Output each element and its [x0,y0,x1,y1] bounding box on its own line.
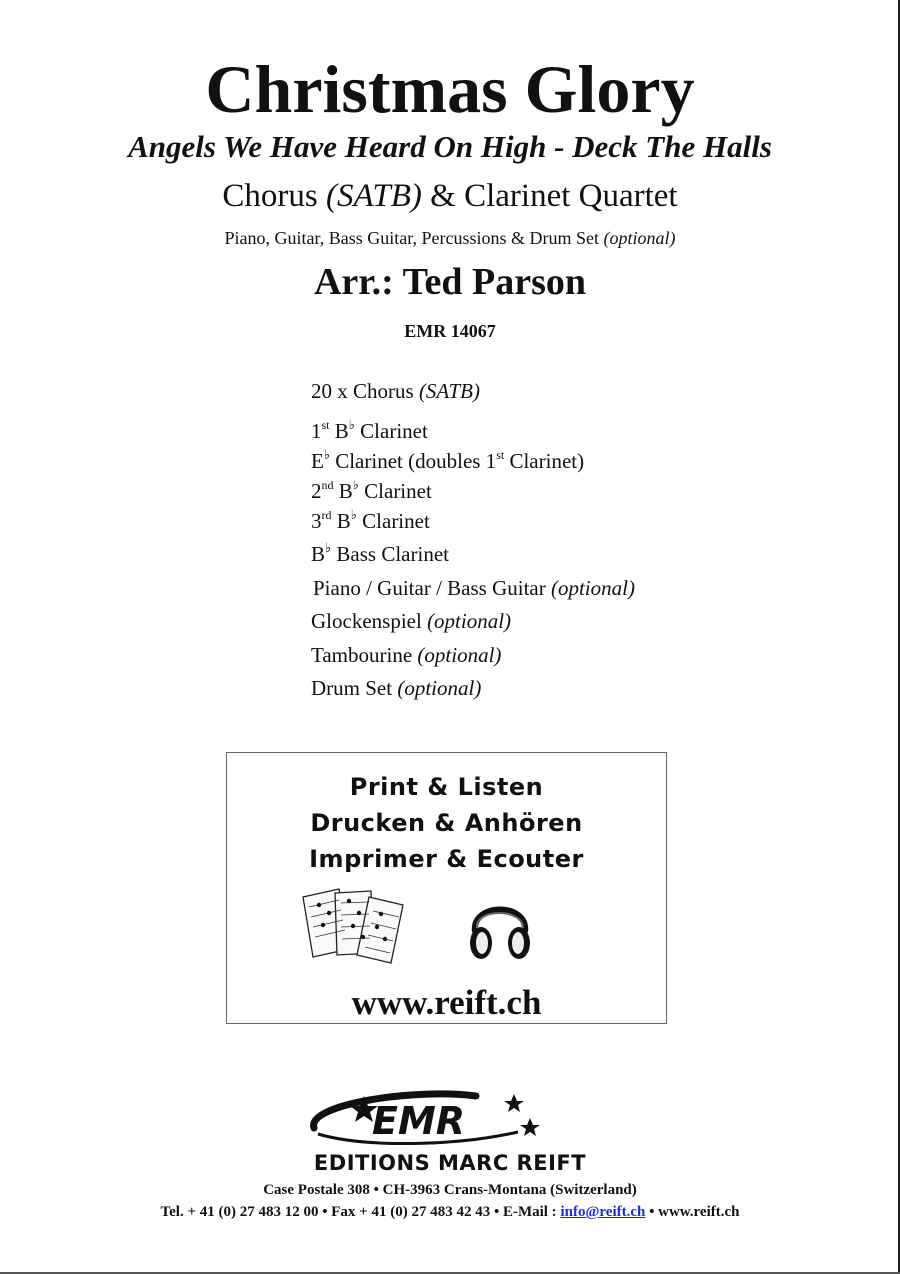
part-drum-set-note: (optional) [397,676,482,700]
part-clarinet-2-ordinal: nd [321,478,334,492]
promo-website[interactable]: www.reift.ch [351,983,542,1022]
part-eb-clarinet-ordinal: st [496,448,505,462]
catalog-number: EMR 14067 [404,321,496,341]
part-chorus-label: 20 x Chorus [311,379,419,403]
part-clarinet-3-key: B [331,509,351,533]
part-glockenspiel [311,608,511,634]
part-clarinet-2-label: Clarinet [358,479,432,503]
part-chorus-note: (SATB) [418,379,480,403]
part-clarinet-2 [311,478,432,504]
print-listen-box [226,752,667,1024]
flat-sign-icon: ♭ [350,507,357,522]
arranger: Arr.: Ted Parson [313,261,586,303]
part-clarinet-1-key: B [329,419,349,443]
ensemble-main: Chorus [222,178,326,214]
flat-sign-icon: ♭ [348,417,355,432]
emr-logo-text: EMR [372,1099,466,1143]
part-eb-clarinet-label-end: Clarinet) [504,449,585,473]
accompaniment-note: (optional) [603,228,676,248]
promo-line-french: Imprimer & Ecouter [309,845,584,873]
part-eb-clarinet [311,448,584,474]
publisher-address: Case Postale 308 • CH-3963 Crans-Montana (Switzerland) [263,1182,637,1198]
part-clarinet-3-label: Clarinet [356,509,430,533]
flat-sign-icon: ♭ [325,540,332,555]
ensemble-line [0,176,900,216]
flat-sign-icon: ♭ [323,447,330,462]
sheet-music-icon [299,885,411,965]
ensemble-rest: & Clarinet Quartet [421,178,678,214]
part-glockenspiel-note: (optional) [427,609,512,633]
part-clarinet-3 [311,508,430,534]
part-piano [313,575,635,601]
score-subtitle: Angels We Have Heard On High - Deck The Halls [128,129,772,164]
ensemble-voicing: (SATB) [325,178,422,214]
part-clarinet-1-label: Clarinet [354,419,428,443]
accompaniment-main: Piano, Guitar, Bass Guitar, Percussions & Drum Set [224,228,604,248]
part-tambourine-label: Tambourine [311,643,418,667]
part-clarinet-3-num: 3 [311,509,322,533]
accompaniment-line [0,227,900,249]
part-piano-note: (optional) [550,576,635,600]
part-glockenspiel-label: Glockenspiel [311,609,428,633]
headphones-icon [467,888,533,966]
part-clarinet-1-num: 1 [311,419,322,443]
part-clarinet-3-ordinal: rd [321,508,332,522]
part-drum-set-label: Drum Set [311,676,398,700]
contact-phone-fax: Tel. + 41 (0) 27 483 12 00 • Fax + 41 (0) 27 483 42 43 • E-Mail : [160,1204,561,1220]
part-tambourine [311,642,501,668]
part-chorus [311,378,480,404]
part-clarinet-2-num: 2 [311,479,322,503]
part-bass-clarinet-label: Bass Clarinet [331,542,449,566]
email-link[interactable]: info@reift.ch [560,1204,646,1220]
part-bass-clarinet-key: B [311,542,326,566]
part-drum-set [311,675,481,701]
part-clarinet-2-key: B [333,479,353,503]
promo-line-german: Drucken & Anhören [310,809,583,837]
part-tambourine-note: (optional) [417,643,502,667]
part-clarinet-1 [311,418,428,444]
publisher-name: EDITIONS MARC REIFT [313,1151,587,1175]
part-eb-clarinet-key: E [311,449,324,473]
score-title: Christmas Glory [205,51,695,127]
promo-line-english: Print & Listen [349,773,544,801]
part-bass-clarinet [311,541,449,567]
publisher-contact [0,1202,900,1222]
flat-sign-icon: ♭ [352,477,359,492]
part-clarinet-1-ordinal: st [321,418,330,432]
contact-website: • www.reift.ch [645,1204,740,1220]
part-eb-clarinet-label: Clarinet (doubles 1 [329,449,497,473]
part-piano-label: Piano / Guitar / Bass Guitar [313,576,551,600]
emr-logo [306,1090,556,1148]
